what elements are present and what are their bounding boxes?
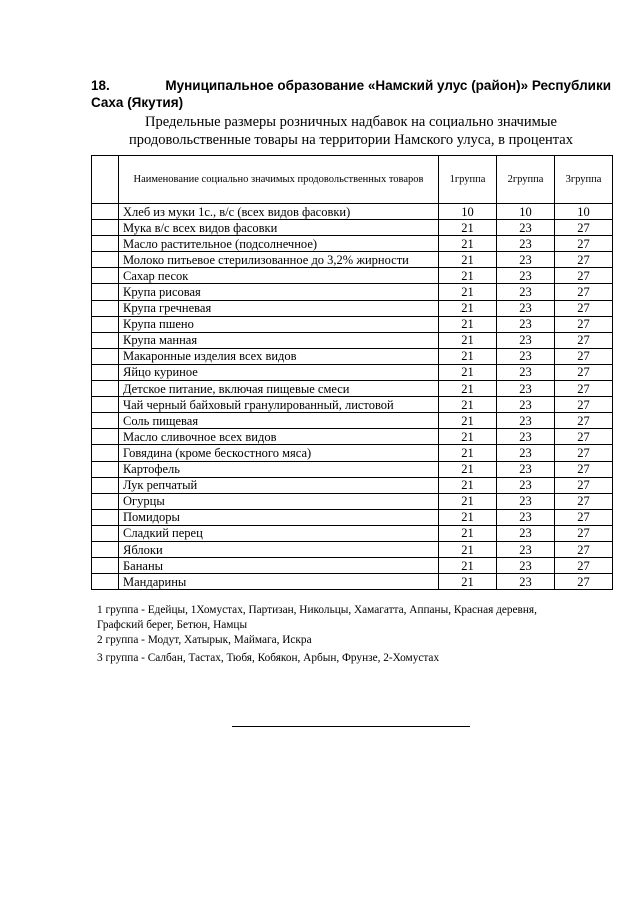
- table-row: [92, 381, 613, 397]
- row-group-1-value: 21: [439, 236, 497, 252]
- row-product-name: Мандарины: [119, 574, 439, 590]
- table-row: [92, 525, 613, 541]
- row-index-cell: [92, 445, 119, 461]
- row-index-cell: [92, 204, 119, 220]
- row-product-name: Яйцо куриное: [119, 364, 439, 380]
- row-group-2-value: 23: [497, 397, 555, 413]
- row-group-3-value: 27: [555, 300, 613, 316]
- row-group-3-value: 27: [555, 252, 613, 268]
- row-product-name: Мука в/с всех видов фасовки: [119, 220, 439, 236]
- row-group-2-value: 23: [497, 558, 555, 574]
- row-group-2-value: 23: [497, 493, 555, 509]
- row-index-cell: [92, 284, 119, 300]
- row-group-2-value: 10: [497, 204, 555, 220]
- row-group-1-value: 21: [439, 268, 497, 284]
- row-group-3-value: 27: [555, 493, 613, 509]
- row-index-cell: [92, 461, 119, 477]
- row-product-name: Масло растительное (подсолнечное): [119, 236, 439, 252]
- heading-text-1: Муниципальное образование «Намский улус (район)» Республики: [165, 78, 611, 93]
- row-group-3-value: 27: [555, 461, 613, 477]
- row-group-1-value: 21: [439, 381, 497, 397]
- table-row: [92, 220, 613, 236]
- row-group-3-value: 27: [555, 445, 613, 461]
- row-group-1-value: 21: [439, 558, 497, 574]
- row-product-name: Сахар песок: [119, 268, 439, 284]
- row-group-3-value: 27: [555, 381, 613, 397]
- row-group-1-value: 21: [439, 541, 497, 557]
- row-group-1-value: 21: [439, 316, 497, 332]
- row-group-1-value: 21: [439, 252, 497, 268]
- row-group-1-value: 10: [439, 204, 497, 220]
- row-group-3-value: 27: [555, 316, 613, 332]
- row-index-cell: [92, 268, 119, 284]
- row-index-cell: [92, 509, 119, 525]
- row-group-2-value: 23: [497, 574, 555, 590]
- heading-line-2: Саха (Якутия): [91, 95, 184, 110]
- table-row: [92, 332, 613, 348]
- row-group-2-value: 23: [497, 477, 555, 493]
- row-group-2-value: 23: [497, 413, 555, 429]
- header-group-2: 2группа: [497, 156, 555, 204]
- row-group-2-value: 23: [497, 445, 555, 461]
- row-index-cell: [92, 525, 119, 541]
- table-row: [92, 397, 613, 413]
- row-group-3-value: 27: [555, 236, 613, 252]
- row-group-3-value: 27: [555, 348, 613, 364]
- row-index-cell: [92, 574, 119, 590]
- row-product-name: Крупа рисовая: [119, 284, 439, 300]
- row-index-cell: [92, 332, 119, 348]
- table-row: [92, 348, 613, 364]
- table-row: [92, 429, 613, 445]
- row-group-3-value: 27: [555, 558, 613, 574]
- row-index-cell: [92, 429, 119, 445]
- table-row: [92, 541, 613, 557]
- caption-line-1: Предельные размеры розничных надбавок на социально значимые: [145, 114, 557, 130]
- row-group-3-value: 27: [555, 525, 613, 541]
- row-group-2-value: 23: [497, 381, 555, 397]
- table-row: [92, 477, 613, 493]
- table-row: [92, 364, 613, 380]
- row-product-name: Масло сливочное всех видов: [119, 429, 439, 445]
- table-row: [92, 493, 613, 509]
- note-group-2: 2 группа - Модут, Хатырык, Маймага, Искра: [97, 634, 312, 646]
- group-notes: [97, 603, 617, 666]
- row-index-cell: [92, 252, 119, 268]
- row-product-name: Картофель: [119, 461, 439, 477]
- table-row: [92, 413, 613, 429]
- row-group-3-value: 27: [555, 268, 613, 284]
- row-group-2-value: 23: [497, 268, 555, 284]
- row-product-name: Яблоки: [119, 541, 439, 557]
- row-group-3-value: 27: [555, 397, 613, 413]
- row-group-3-value: 27: [555, 429, 613, 445]
- row-group-2-value: 23: [497, 220, 555, 236]
- row-index-cell: [92, 348, 119, 364]
- row-group-1-value: 21: [439, 397, 497, 413]
- row-index-cell: [92, 397, 119, 413]
- row-group-1-value: 21: [439, 300, 497, 316]
- row-product-name: Крупа гречневая: [119, 300, 439, 316]
- row-index-cell: [92, 300, 119, 316]
- row-product-name: Огурцы: [119, 493, 439, 509]
- row-group-3-value: 27: [555, 284, 613, 300]
- row-index-cell: [92, 493, 119, 509]
- row-group-3-value: 27: [555, 509, 613, 525]
- note-group-3: 3 группа - Салбан, Тастах, Тюбя, Кобякон, Арбын, Фрунзе, 2-Хомустах: [97, 652, 440, 664]
- row-product-name: Бананы: [119, 558, 439, 574]
- row-group-3-value: 10: [555, 204, 613, 220]
- row-group-2-value: 23: [497, 461, 555, 477]
- row-product-name: Соль пищевая: [119, 413, 439, 429]
- row-index-cell: [92, 381, 119, 397]
- row-index-cell: [92, 413, 119, 429]
- row-product-name: Хлеб из муки 1с., в/с (всех видов фасовки): [119, 204, 439, 220]
- header-group-3: 3группа: [555, 156, 613, 204]
- row-product-name: Лук репчатый: [119, 477, 439, 493]
- table-header-row: [92, 156, 613, 204]
- row-index-cell: [92, 316, 119, 332]
- row-group-1-value: 21: [439, 364, 497, 380]
- table-body: [92, 204, 613, 590]
- row-index-cell: [92, 220, 119, 236]
- table-caption: [91, 113, 611, 149]
- row-group-3-value: 27: [555, 541, 613, 557]
- row-index-cell: [92, 236, 119, 252]
- row-group-1-value: 21: [439, 445, 497, 461]
- row-group-2-value: 23: [497, 348, 555, 364]
- note-group-1-line-1: 1 группа - Едейцы, 1Хомустах, Партизан, Никольцы, Хамагатта, Аппаны, Красная деревня,: [97, 604, 537, 616]
- row-group-2-value: 23: [497, 525, 555, 541]
- row-group-2-value: 23: [497, 252, 555, 268]
- table-row: [92, 316, 613, 332]
- row-group-3-value: 27: [555, 364, 613, 380]
- section-number: 18.: [91, 78, 110, 93]
- row-product-name: Макаронные изделия всех видов: [119, 348, 439, 364]
- row-product-name: Сладкий перец: [119, 525, 439, 541]
- row-group-1-value: 21: [439, 332, 497, 348]
- row-group-1-value: 21: [439, 509, 497, 525]
- row-group-2-value: 23: [497, 316, 555, 332]
- row-group-2-value: 23: [497, 332, 555, 348]
- row-product-name: Детское питание, включая пищевые смеси: [119, 381, 439, 397]
- table-row: [92, 558, 613, 574]
- table-row: [92, 204, 613, 220]
- row-group-2-value: 23: [497, 541, 555, 557]
- row-index-cell: [92, 364, 119, 380]
- row-group-1-value: 21: [439, 429, 497, 445]
- row-group-3-value: 27: [555, 574, 613, 590]
- row-group-1-value: 21: [439, 220, 497, 236]
- row-group-3-value: 27: [555, 332, 613, 348]
- row-group-1-value: 21: [439, 493, 497, 509]
- row-group-3-value: 27: [555, 413, 613, 429]
- row-product-name: Помидоры: [119, 509, 439, 525]
- row-group-2-value: 23: [497, 300, 555, 316]
- header-group-1: 1группа: [439, 156, 497, 204]
- section-heading: [91, 77, 611, 111]
- row-group-1-value: 21: [439, 348, 497, 364]
- table-row: [92, 461, 613, 477]
- table-row: [92, 236, 613, 252]
- row-product-name: Крупа манная: [119, 332, 439, 348]
- row-index-cell: [92, 558, 119, 574]
- header-index: [92, 156, 119, 204]
- heading-line-1: [91, 77, 611, 94]
- footer-rule: [232, 726, 470, 727]
- row-product-name: Говядина (кроме бескостного мяса): [119, 445, 439, 461]
- row-group-1-value: 21: [439, 574, 497, 590]
- row-group-1-value: 21: [439, 477, 497, 493]
- row-group-1-value: 21: [439, 461, 497, 477]
- row-group-2-value: 23: [497, 236, 555, 252]
- row-group-2-value: 23: [497, 429, 555, 445]
- table-row: [92, 268, 613, 284]
- table-row: [92, 509, 613, 525]
- row-index-cell: [92, 477, 119, 493]
- row-product-name: Крупа пшено: [119, 316, 439, 332]
- row-product-name: Молоко питьевое стерилизованное до 3,2% жирности: [119, 252, 439, 268]
- row-group-3-value: 27: [555, 477, 613, 493]
- markup-table: [91, 155, 613, 590]
- caption-line-2: продовольственные товары на территории Намского улуса, в процентах: [129, 132, 573, 148]
- table-row: [92, 284, 613, 300]
- table-row: [92, 574, 613, 590]
- row-product-name: Чай черный байховый гранулированный, листовой: [119, 397, 439, 413]
- row-group-2-value: 23: [497, 364, 555, 380]
- table-row: [92, 300, 613, 316]
- header-product-name: Наименование социально значимых продовольственных товаров: [119, 156, 439, 204]
- row-group-1-value: 21: [439, 413, 497, 429]
- note-group-1-line-2: Графский берег, Бетюн, Намцы: [97, 619, 248, 631]
- row-group-2-value: 23: [497, 509, 555, 525]
- row-index-cell: [92, 541, 119, 557]
- table-row: [92, 445, 613, 461]
- row-group-1-value: 21: [439, 525, 497, 541]
- row-group-1-value: 21: [439, 284, 497, 300]
- row-group-2-value: 23: [497, 284, 555, 300]
- row-group-3-value: 27: [555, 220, 613, 236]
- table-row: [92, 252, 613, 268]
